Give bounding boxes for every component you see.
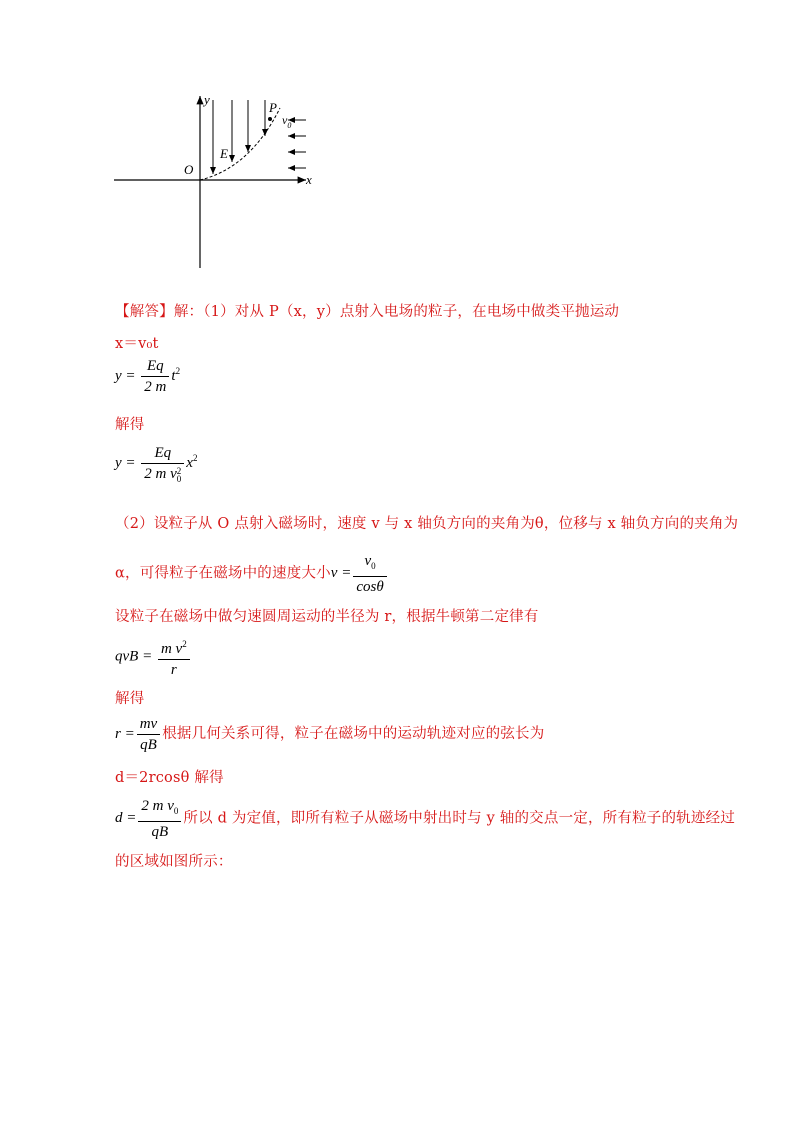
equation-x: x＝v₀t bbox=[115, 336, 159, 352]
trajectory-curve bbox=[200, 108, 280, 180]
solution-heading: 【解答】 bbox=[115, 304, 174, 320]
label-p: P bbox=[269, 100, 277, 115]
equation-y-time: y = $\frac{Eq}{2 m}$ $t^2$ bbox=[115, 358, 181, 395]
part2-cont: α，可得粒子在磁场中的速度大小v = $\frac{v_0}{\cos\theta}$ bbox=[115, 553, 389, 595]
equation-chord: d = $\frac{2 m v_0}{qB}$ bbox=[115, 810, 183, 826]
equation-newton: qvB = $\frac{m v^2}{r}$ bbox=[115, 636, 192, 678]
equation-y-x: y = Eq 2 m v 2 0 $x^2$ bbox=[115, 445, 198, 484]
label-y: y bbox=[204, 92, 210, 107]
solution-line-1 bbox=[115, 300, 619, 321]
chord-line: d＝2rcosθ 解得 bbox=[115, 770, 224, 786]
solve-label-2: 解得 bbox=[115, 691, 145, 707]
solve-label-1: 解得 bbox=[115, 417, 145, 433]
circle-line: 设粒子在磁场中做匀速圆周运动的半径为 r，根据牛顿第二定律有 bbox=[115, 609, 539, 625]
conclusion-line: d = $\frac{2 m v_0}{qB}$ 所以 d 为定值，即所有粒子从磁场中射出时与 y 轴的交点一定，所有粒子的轨迹经过 bbox=[115, 798, 735, 840]
conclusion-cont: 的区域如图所示： bbox=[115, 854, 233, 870]
field-diagram bbox=[110, 90, 330, 275]
equation-velocity: v = $\frac{v_0}{\cos\theta}$ bbox=[331, 565, 389, 581]
label-x: x bbox=[306, 172, 312, 187]
point-p bbox=[268, 117, 272, 121]
radius-line: r = $\frac{mv}{qB}$ 根据几何关系可得，粒子在磁场中的运动轨迹对应的弦长为 bbox=[115, 716, 545, 753]
part2-line: （2）设粒子从 O 点射入磁场时，速度 v 与 x 轴负方向的夹角为θ，位移与 x 轴负方向的夹角为 bbox=[115, 516, 739, 532]
label-origin: O bbox=[184, 162, 194, 177]
label-e: E bbox=[220, 146, 228, 161]
solution-intro: 解：（1）对从 P（x，y）点射入电场的粒子，在电场中做类平抛运动 bbox=[173, 304, 620, 320]
label-v0: $v_0$ bbox=[282, 113, 292, 130]
equation-radius: r = $\frac{mv}{qB}$ bbox=[115, 726, 162, 742]
